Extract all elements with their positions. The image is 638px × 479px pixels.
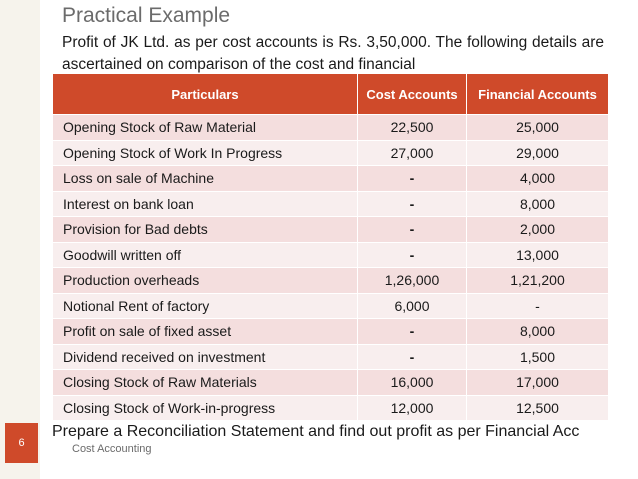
cell-financial-accounts: 25,000 <box>467 115 609 141</box>
cell-cost-accounts: - <box>358 191 467 217</box>
table-row <box>53 242 609 268</box>
cell-particular: Opening Stock of Raw Material <box>53 115 358 141</box>
footer-instruction: Prepare a Reconciliation Statement and find out profit as per Financial Acc <box>52 423 580 440</box>
cell-financial-accounts: - <box>467 293 609 319</box>
cell-cost-accounts: - <box>358 319 467 345</box>
cell-particular: Notional Rent of factory <box>53 293 358 319</box>
cell-particular: Interest on bank loan <box>53 191 358 217</box>
cell-cost-accounts: 1,26,000 <box>358 268 467 294</box>
table-row <box>53 370 609 396</box>
cell-cost-accounts: - <box>358 166 467 192</box>
slide-number-badge <box>5 423 38 463</box>
footer-label: Cost Accounting <box>72 443 152 455</box>
cell-particular: Opening Stock of Work In Progress <box>53 140 358 166</box>
table-row <box>53 140 609 166</box>
cell-financial-accounts: 4,000 <box>467 166 609 192</box>
cell-financial-accounts: 1,500 <box>467 344 609 370</box>
cell-particular: Goodwill written off <box>53 242 358 268</box>
cell-particular: Provision for Bad debts <box>53 217 358 243</box>
cell-cost-accounts: 12,000 <box>358 395 467 421</box>
table-header-row <box>53 74 609 115</box>
header-particulars: Particulars <box>53 74 358 115</box>
table-row <box>53 166 609 192</box>
left-margin-bar <box>0 0 40 479</box>
cell-cost-accounts: 22,500 <box>358 115 467 141</box>
cell-cost-accounts: 6,000 <box>358 293 467 319</box>
table-row <box>53 191 609 217</box>
cell-financial-accounts: 12,500 <box>467 395 609 421</box>
slide-number: 6 <box>18 437 25 449</box>
table-row <box>53 293 609 319</box>
cell-cost-accounts: - <box>358 217 467 243</box>
cell-financial-accounts: 2,000 <box>467 217 609 243</box>
cell-particular: Closing Stock of Work-in-progress <box>53 395 358 421</box>
cell-financial-accounts: 1,21,200 <box>467 268 609 294</box>
reconciliation-table <box>52 73 609 421</box>
cell-financial-accounts: 13,000 <box>467 242 609 268</box>
cell-particular: Closing Stock of Raw Materials <box>53 370 358 396</box>
table-row <box>53 319 609 345</box>
cell-cost-accounts: - <box>358 344 467 370</box>
cell-cost-accounts: 16,000 <box>358 370 467 396</box>
table-row <box>53 395 609 421</box>
cell-financial-accounts: 8,000 <box>467 191 609 217</box>
cell-financial-accounts: 8,000 <box>467 319 609 345</box>
cell-particular: Production overheads <box>53 268 358 294</box>
cell-cost-accounts: - <box>358 242 467 268</box>
cell-particular: Profit on sale of fixed asset <box>53 319 358 345</box>
header-cost-accounts: Cost Accounts <box>358 74 467 115</box>
table-row <box>53 268 609 294</box>
cell-cost-accounts: 27,000 <box>358 140 467 166</box>
page-title: Practical Example <box>62 4 231 27</box>
cell-financial-accounts: 29,000 <box>467 140 609 166</box>
cell-financial-accounts: 17,000 <box>467 370 609 396</box>
cell-particular: Loss on sale of Machine <box>53 166 358 192</box>
header-financial-accounts: Financial Accounts <box>467 74 609 115</box>
table-row <box>53 217 609 243</box>
table-row <box>53 115 609 141</box>
cell-particular: Dividend received on investment <box>53 344 358 370</box>
intro-paragraph: Profit of JK Ltd. as per cost accounts is Rs. 3,50,000. The following details are ascertained on comparison of the cost and financial <box>62 34 604 73</box>
table-row <box>53 344 609 370</box>
